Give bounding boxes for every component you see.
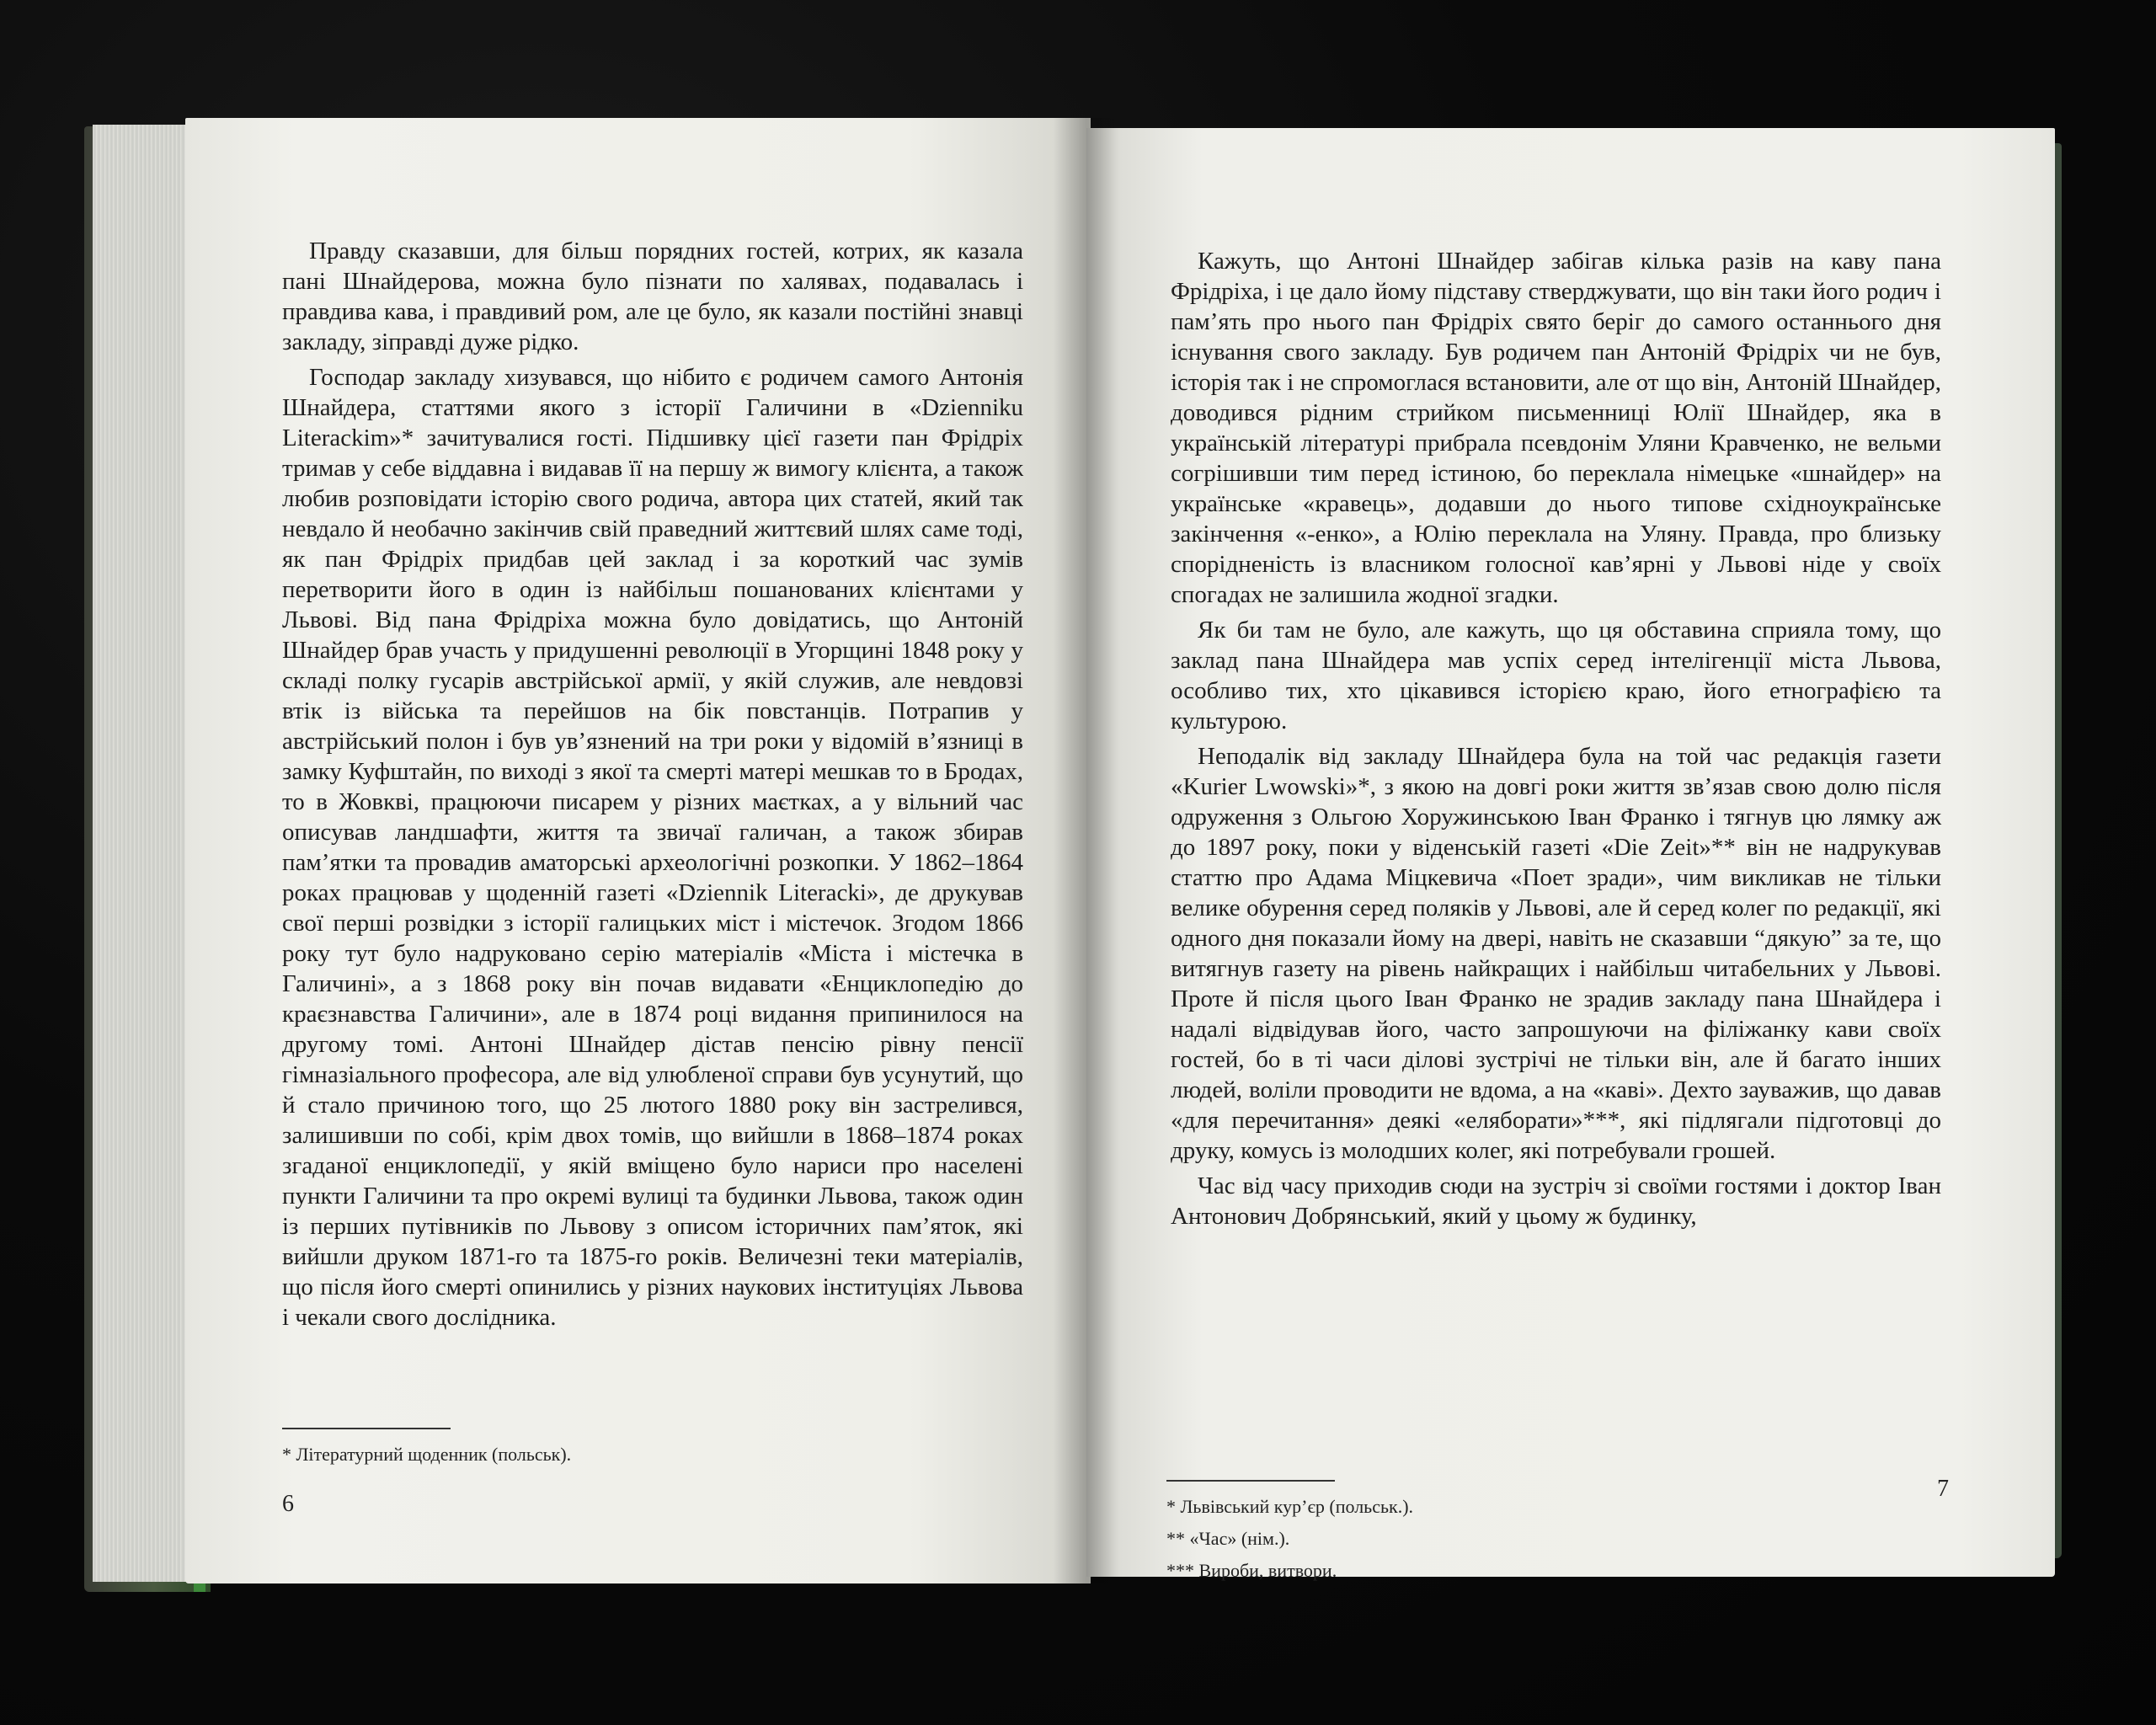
left-page-footnotes	[282, 1440, 1006, 1472]
left-page	[185, 118, 1091, 1583]
paragraph: Час від часу приходив сюди на зустріч зі своїми гостями і доктор Іван Антонович Добрянський, який у цьому ж будинку,	[1171, 1172, 1941, 1230]
paragraph: Неподалік від закладу Шнайдера була на той час редакція газети «Kurier Lwowski»*, з якою на довгі роки життя зв’язав свою долю після одруження з Ольгою Хоружинською Іван Франко і тягнув цю лямку аж до 1897 року, поки у віденській газеті «Die Zeit»** він не надрукував статтю про Адама Міцкевича «Поет зради», чим викликав не тільки велике обурення серед поляків у Львові, але й серед колег по редакції, які одного дня показали йому на двері, навіть не сказавши “дякую” за те, що витягнув газету на рівень найкращих і найбільш читабельних у Львові. Проте й після цього Іван Франко не зрадив закладу пана Шнайдера і надалі відвідував його, часто запрошуючи на філіжанку кави своїх гостей, бо в ті часи ділові зустрічі не тільки він, але й багато інших людей, воліли проводити не вдома, а на «каві». Дехто зауважив, що давав «для перечитання» деякі «еляборати»***, які підлягали підготовці до друку, комусь із молодших колег, які потребували грошей.	[1171, 743, 1941, 1164]
footnote: ** «Час» (нім.).	[1166, 1528, 1290, 1549]
footnote-divider	[282, 1428, 451, 1429]
paragraph: Кажуть, що Антоні Шнайдер забігав кілька разів на каву пана Фрідріха, і це дало йому підставу стверджувати, що він таки його родич і пам’ять про нього пан Фрідріх свято беріг до самого останнього дня існування свого закладу. Був родичем пан Антоній Фрідріх чи не був, історія так і не спромоглася встановити, але от що він, Антоній Шнайдер, доводився рідним стрийком письменниці Юлії Шнайдер, яка в українській літературі прибрала псевдонім Уляни Кравченко, не вельми согрішивши тим перед істиною, бо переклала німецьке «шнайдер» на українське «кравець», додавши до нього типове східноукраїнське закінчення «-енко», а Юлію переклала на Уляну. Правда, про близьку спорідненість із власником голосної кав’ярні у Львові ніде у своїх спогадах не залишила жодної згадки.	[1171, 248, 1941, 608]
footnote: * Літературний щоденник (польськ).	[282, 1444, 572, 1465]
paragraph: Господар закладу хизувався, що нібито є родичем самого Антонія Шнайдера, статтями якого з історії Галичини в «Dzienniku Literackim»* зачитувалися гості. Підшивку цієї газети пан Фрідріх тримав у себе віддавна і видавав її на першу ж вимогу клієнта, а також любив розповідати історію свого родича, автора цих статей, який так невдало й необачно закінчив свій праведний життєвий шлях саме тоді, як пан Фрідріх придбав цей заклад і за короткий час зумів перетворити його в один із найбільш пошанованих клієнтами у Львові. Від пана Фрідріха можна було довідатись, що Антоній Шнайдер брав участь у придушенні революції в Угорщині 1848 року у складі полку гусарів австрійської армії, у якій служив, але невдовзі втік із війська та перейшов на бік повстанців. Потрапив у австрійський полон і був ув’язнений на три роки у відомій в’язниці в замку Куфштайн, по виході з якої та смерті матері мешкав то в Бродах, то в Жовкві, працюючи писарем у різних маєтках, а у вільний час описував ландшафти, життя та звичаї галичан, а також збирав пам’ятки та провадив аматорські археологічні розкопки. У 1862–1864 роках працював у щоденній газеті «Dziennik Literacki», де друкував свої перші розвідки з історії галицьких міст і містечок. Згодом 1866 року тут було надруковано серію матеріалів «Міста і містечка в Галичині», а з 1868 року він почав видавати «Енциклопедію до краєзнавства Галичини», але в 1874 році видання припинилося на другому томі. Антоні Шнайдер дістав пенсію рівну пенсії гімназіального професора, але від улюбленої справи був усунутий, що й стало причиною того, що 25 лютого 1880 року він застрелився, залишивши по собі, крім двох томів, що вийшли в 1868–1874 роках згаданої енциклопедії, у якій вміщено було нариси про населені пункти Галичини та про окремі вулиці та будинки Львова, також один із перших путівників по Львову з описом історичних пам’яток, які вийшли друком 1871-го та 1875-го років. Величезні теки матеріалів, що після його смерті опинились у різних наукових інституціях Львова і чекали свого дослідника.	[282, 364, 1023, 1331]
left-page-body	[282, 236, 1023, 1338]
page-number-right: 7	[1937, 1476, 1949, 1502]
page-number-left: 6	[282, 1491, 294, 1517]
right-page-body	[1171, 246, 1941, 1236]
footnote: * Львівський кур’єр (польськ.).	[1166, 1496, 1414, 1517]
footnote: *** Вироби, витвори.	[1166, 1560, 1337, 1581]
paragraph: Правду сказавши, для більш порядних гостей, котрих, як казала пані Шнайдерова, можна було пізнати по халявах, подавалась і правдива кава, і правдивий ром, але це було, як казали постійні знавці закладу, зіправді дуже рідко.	[282, 238, 1023, 355]
footnote-divider	[1166, 1480, 1335, 1482]
right-page	[1086, 128, 2055, 1581]
paragraph: Як би там не було, але кажуть, що ця обставина сприяла тому, що заклад пана Шнайдера мав успіх серед інтелігенції міста Львова, особливо тих, хто цікавився історією краю, його етнографією та культурою.	[1171, 617, 1941, 734]
open-book	[84, 118, 2055, 1600]
right-page-footnotes	[1166, 1493, 1891, 1589]
